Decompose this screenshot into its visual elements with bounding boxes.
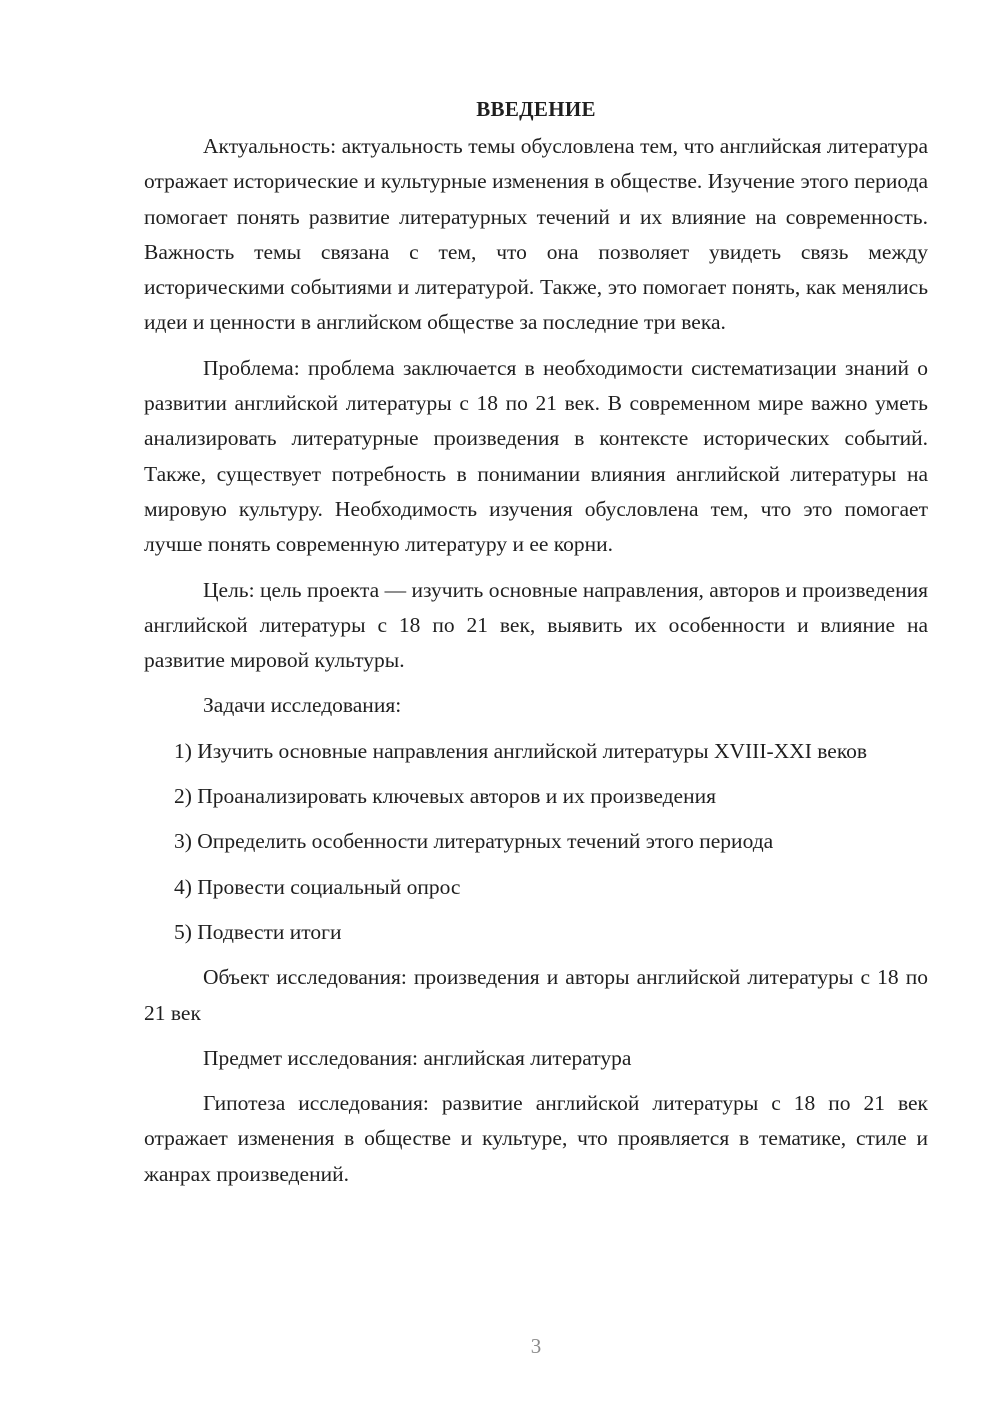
list-item: 4) Провести социальный опрос — [174, 874, 461, 899]
list-item: 1) Изучить основные направления английской литературы XVIII-XXI веков — [174, 738, 868, 763]
page-title: ВВЕДЕНИЕ — [476, 97, 596, 121]
page-number: 3 — [530, 1334, 542, 1358]
list-item: 3) Определить особенности литературных течений этого периода — [174, 829, 774, 854]
problem-paragraph: Проблема: проблема заключается в необходимости систематизации знаний о развитии английской литературы с 18 по 21 век. В современном мире важно уметь анализировать литературные произведения в контексте исторических событий. Также, существует потребность в понимании влияния английской литературы на мировую культуру. Необходимость изучения обусловлена тем, что это помогает лучше понять современную литературу и ее корни. — [144, 355, 928, 557]
tasks-heading: Задачи исследования: — [203, 693, 402, 718]
object-paragraph: Объект исследования: произведения и авторы английской литературы с 18 по 21 век — [144, 965, 928, 1025]
tasks-list — [144, 734, 928, 950]
list-item: 5) Подвести итоги — [174, 919, 342, 944]
relevance-paragraph: Актуальность: актуальность темы обусловлена тем, что английская литература отражает исторические и культурные изменения в обществе. Изучение этого периода помогает понять развитие литературных течений и их влияние на современность. Важность темы связана с тем, что она позволяет увидеть связь между историческими событиями и литературой. Также, это помогает понять, как менялись идеи и ценности в английском обществе за последние три века. — [144, 134, 928, 335]
page-body — [144, 92, 928, 1202]
list-item: 2) Проанализировать ключевых авторов и их произведения — [174, 784, 716, 809]
goal-paragraph: Цель: цель проекта — изучить основные направления, авторов и произведения английской литературы с 18 по 21 век, выявить их особенности и влияние на развитие мировой культуры. — [144, 577, 928, 673]
subject-paragraph: Предмет исследования: английская литература — [203, 1045, 632, 1070]
hypothesis-paragraph: Гипотеза исследования: развитие английской литературы с 18 по 21 век отражает изменения в обществе и культуре, что проявляется в тематике, стиле и жанрах произведений. — [144, 1091, 928, 1186]
